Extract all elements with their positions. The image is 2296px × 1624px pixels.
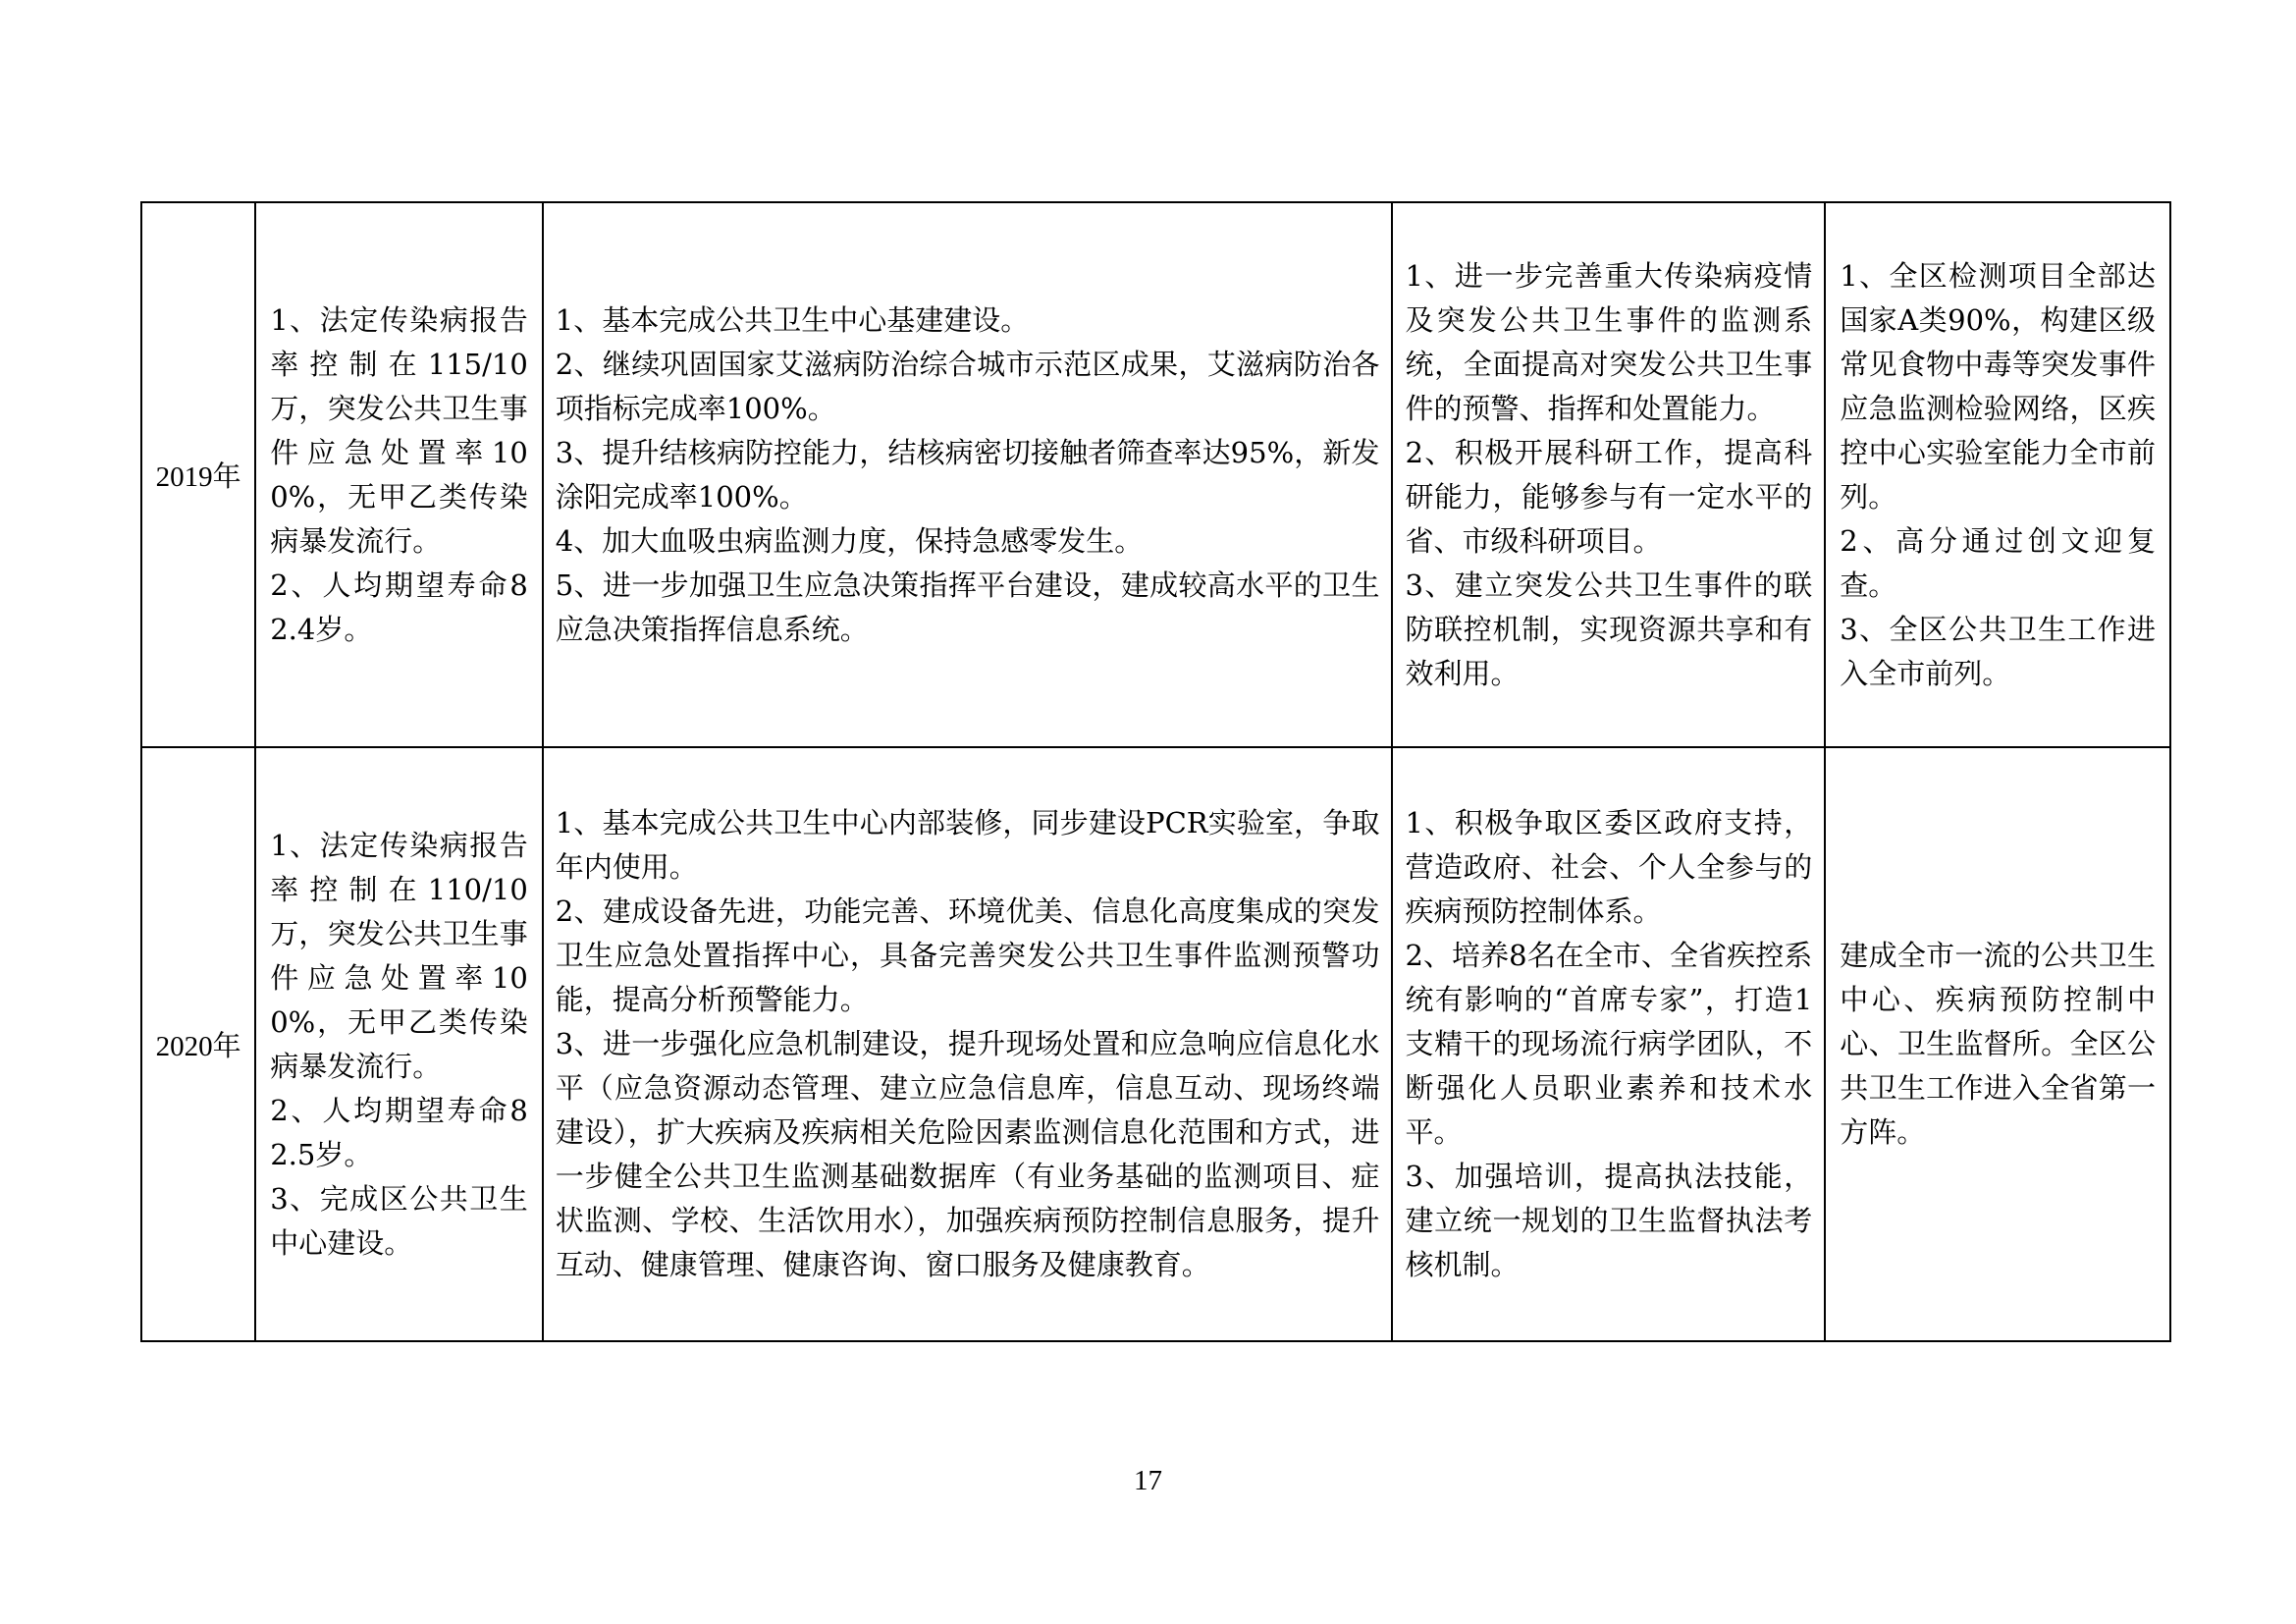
support-item: 2、积极开展科研工作，提高科研能力，能够参与有一定水平的省、市级科研项目。	[1405, 435, 1813, 558]
effect-item: 2、高分通过创文迎复查。	[1840, 523, 2156, 602]
goal-item: 1、法定传染病报告率控制在110/10万，突发公共卫生事件应急处置率100%，无甲乙类传染病暴发流行。	[270, 828, 528, 1083]
support-item: 3、建立突发公共卫生事件的联防联控机制，实现资源共享和有效利用。	[1405, 568, 1813, 690]
year-cell	[141, 202, 255, 747]
support-item: 1、进一步完善重大传染病疫情及突发公共卫生事件的监测系统，全面提高对突发公共卫生事件的预警、指挥和处置能力。	[1405, 258, 1813, 425]
goal-cell	[255, 202, 543, 747]
effect-item: 3、全区公共卫生工作进入全市前列。	[1840, 612, 2156, 690]
goal-item: 2、人均期望寿命82.5岁。	[270, 1093, 528, 1171]
year-label: 2020年	[155, 1031, 241, 1062]
work-cell	[543, 747, 1393, 1341]
goal-cell	[255, 747, 543, 1341]
support-item: 2、培养8名在全市、全省疾控系统有影响的“首席专家”，打造1支精干的现场流行病学团队，不断强化人员职业素养和技术水平。	[1405, 939, 1813, 1149]
year-cell	[141, 747, 255, 1341]
work-item: 3、提升结核病防控能力，结核病密切接触者筛查率达95%，新发涂阳完成率100%。	[555, 435, 1380, 514]
effect-item: 1、全区检测项目全部达国家A类90%，构建区级常见食物中毒等突发事件应急监测检验网络，区疾控中心实验室能力全市前列。	[1840, 258, 2156, 514]
support-item: 1、积极争取区委区政府支持，营造政府、社会、个人全参与的疾病预防控制体系。	[1405, 806, 1813, 928]
work-item: 5、进一步加强卫生应急决策指挥平台建设，建成较高水平的卫生应急决策指挥信息系统。	[555, 568, 1380, 646]
work-item: 1、基本完成公共卫生中心基建建设。	[555, 302, 1030, 337]
work-item: 4、加大血吸虫病监测力度，保持急感零发生。	[555, 523, 1144, 558]
page-number: 17	[1134, 1465, 1162, 1496]
work-item: 3、进一步强化应急机制建设，提升现场处置和应急响应信息化水平（应急资源动态管理、建立应急信息库，信息互动、现场终端建设），扩大疾病及疾病相关危险因素监测信息化范围和方式，进一步健全公共卫生监测基础数据库（有业务基础的监测项目、症状监测、学校、生活饮用水），加强疾病预防控制信息服务，提升互动、健康管理、健康咨询、窗口服务及健康教育。	[555, 1027, 1380, 1281]
effect-cell	[1825, 202, 2170, 747]
year-label: 2019年	[155, 461, 241, 493]
table-row-2020	[141, 747, 2170, 1341]
work-item: 2、继续巩固国家艾滋病防治综合城市示范区成果，艾滋病防治各项指标完成率100%。	[555, 347, 1380, 425]
support-cell	[1392, 747, 1825, 1341]
support-item: 3、加强培训，提高执法技能，建立统一规划的卫生监督执法考核机制。	[1405, 1160, 1813, 1281]
support-cell	[1392, 202, 1825, 747]
goal-item: 2、人均期望寿命82.4岁。	[270, 568, 528, 646]
plan-table	[140, 201, 2171, 1342]
effect-cell	[1825, 747, 2170, 1341]
goal-item: 1、法定传染病报告率控制在115/10万，突发公共卫生事件应急处置率100%，无甲乙类传染病暴发流行。	[270, 302, 528, 558]
work-cell	[543, 202, 1393, 747]
effect-item: 建成全市一流的公共卫生中心、疾病预防控制中心、卫生监督所。全区公共卫生工作进入全省第一方阵。	[1840, 939, 2156, 1149]
table-row-2019	[141, 202, 2170, 747]
work-item: 2、建成设备先进，功能完善、环境优美、信息化高度集成的突发卫生应急处置指挥中心，具备完善突发公共卫生事件监测预警功能，提高分析预警能力。	[555, 894, 1380, 1016]
goal-item: 3、完成区公共卫生中心建设。	[270, 1181, 528, 1260]
work-item: 1、基本完成公共卫生中心内部装修，同步建设PCR实验室，争取年内使用。	[555, 806, 1380, 884]
